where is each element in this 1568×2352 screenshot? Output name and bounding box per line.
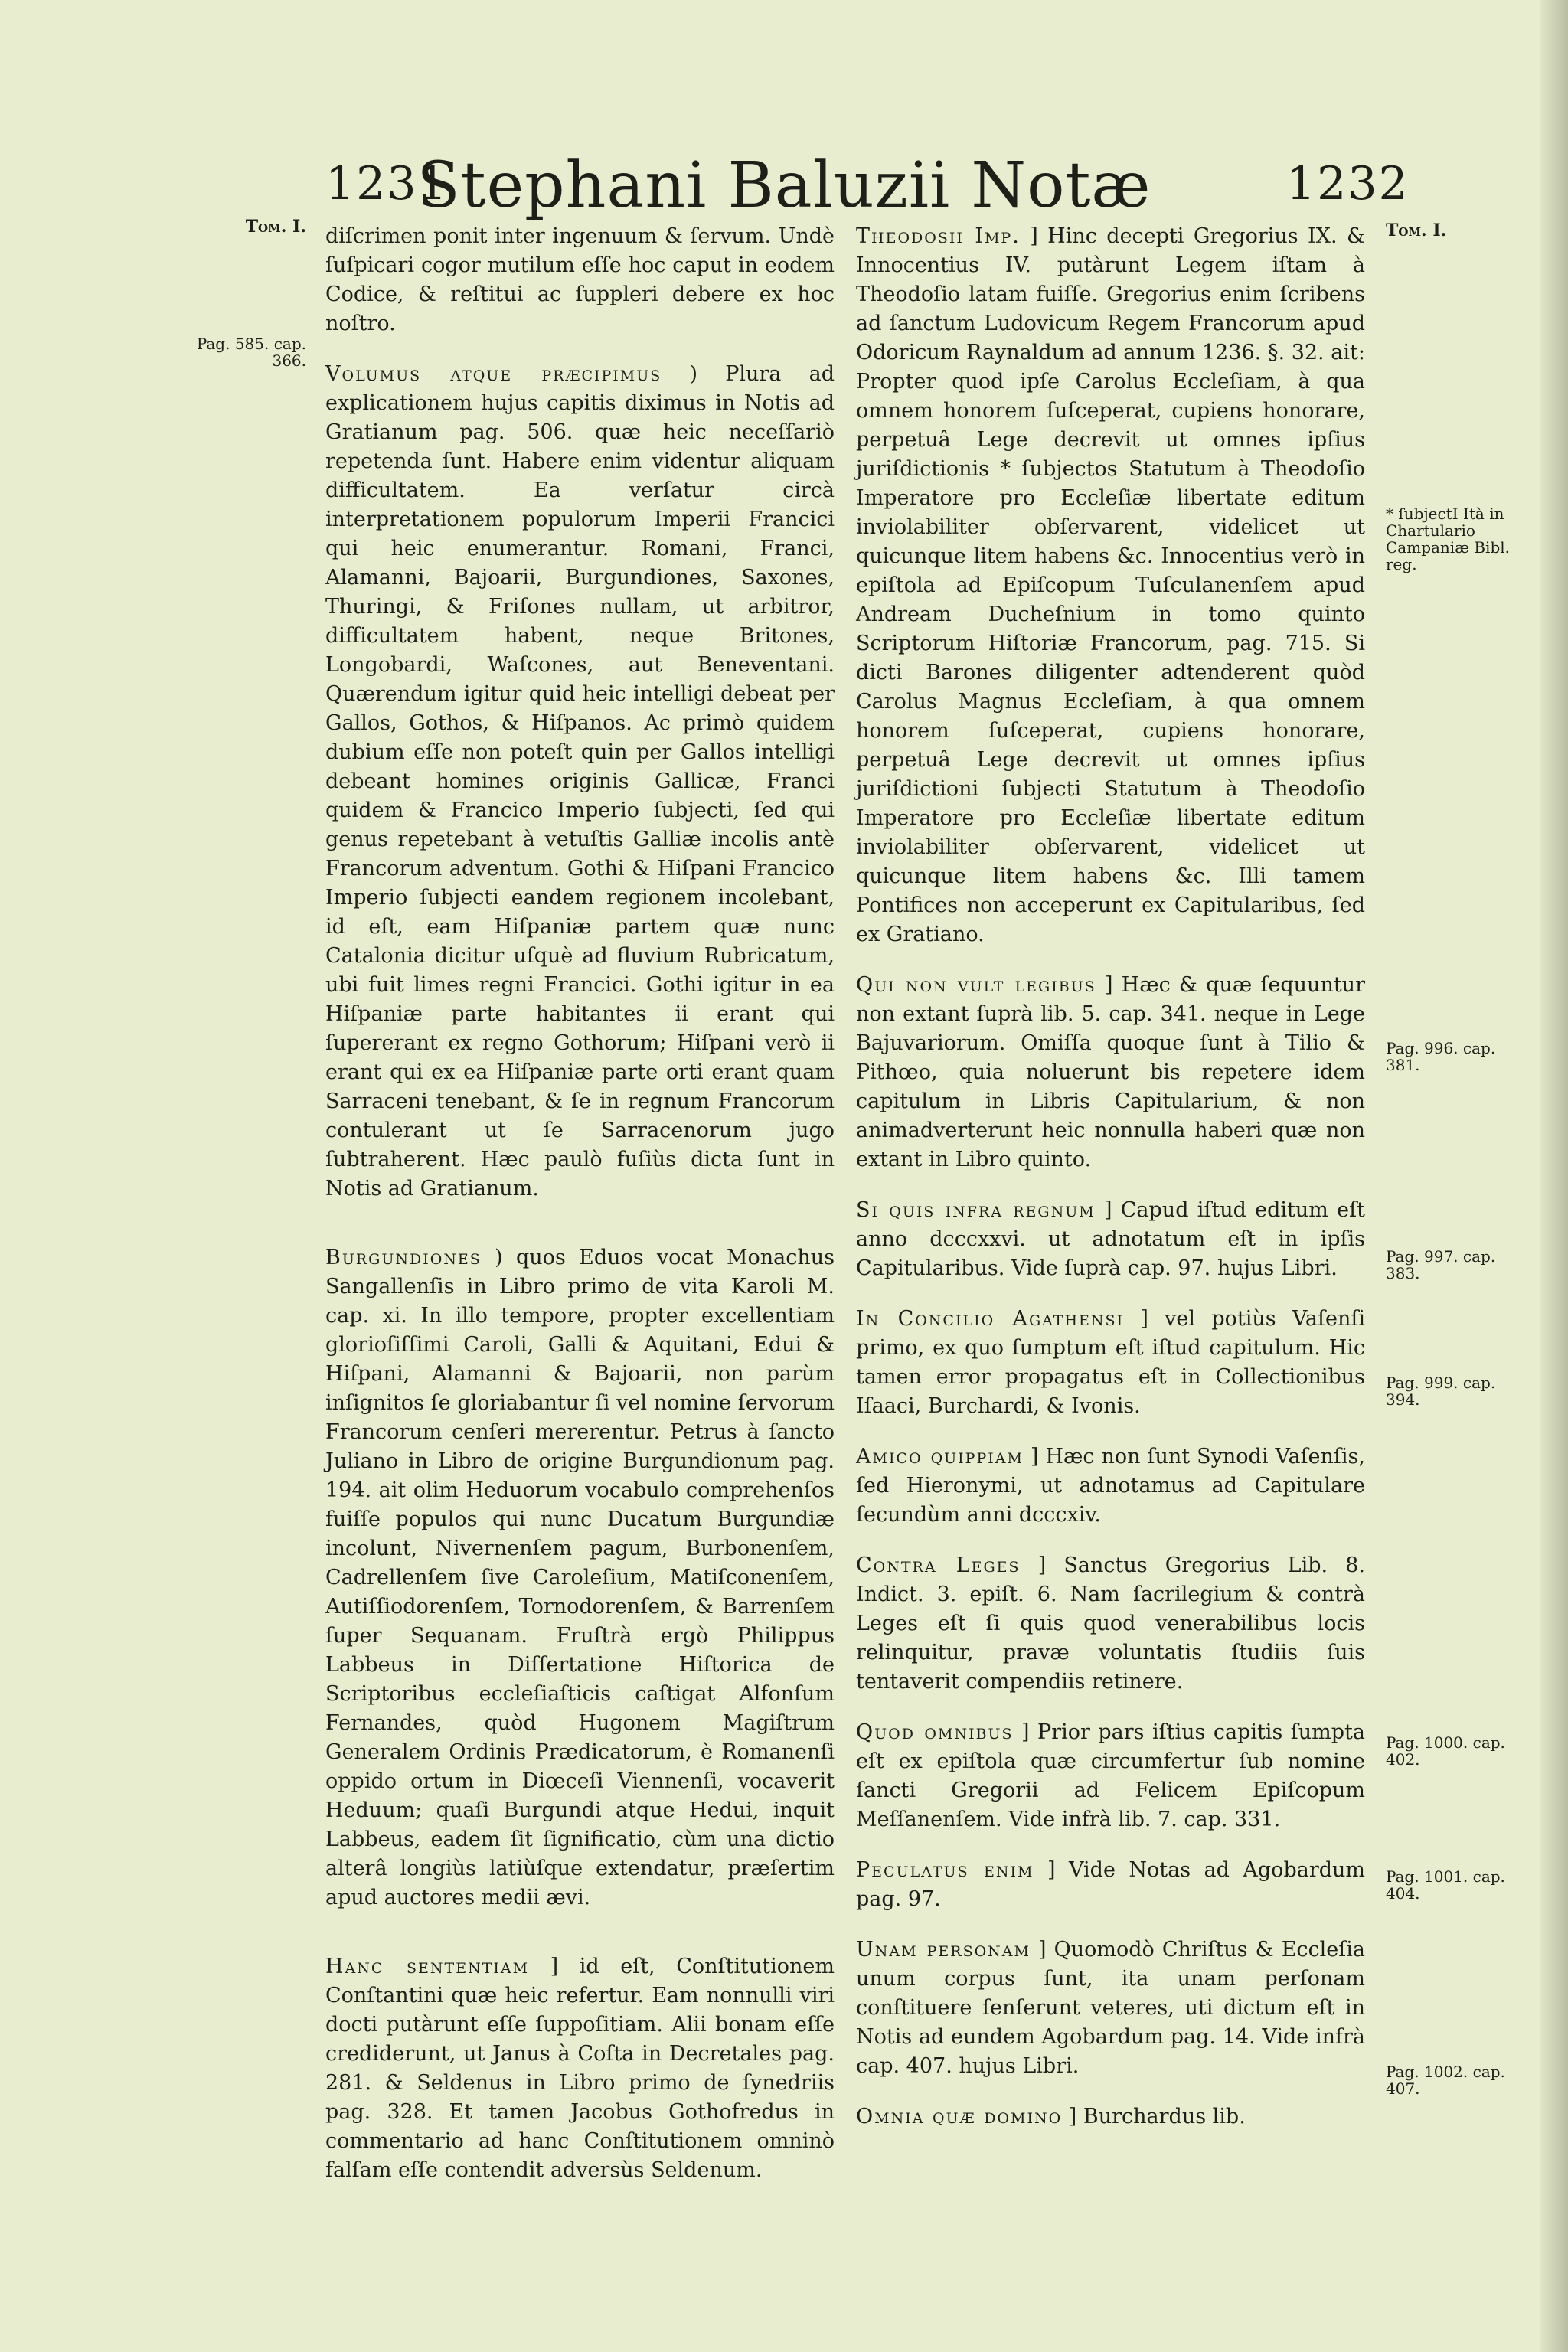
paragraph [856,1856,1365,1914]
right-margin-note [1386,222,1524,239]
margin-reference: Pag. 996. cap. 381. [1386,1039,1496,1074]
paragraph [325,222,835,338]
paragraph [856,971,1365,1174]
paragraph-text: ] vel potiùs Vaſenſi primo, ex quo ſumptum eſt iſtud capitulum. Hic tamen error propagatus eſt in Collectionibus Iſaaci, Burchardi, & Ivonis. [856,1307,1365,1418]
left-text-column [325,222,835,2207]
paragraph [856,2102,1365,2132]
right-margin-note [1386,1040,1524,1073]
paragraph [856,1305,1365,1421]
paragraph-text: ) quos Eduos vocat Monachus Sangallenſis in Libro primo de vita Karoli M. cap. xi. In illo tempore, propter excellentiam glorioſiſſimi Caroli, Galli & Aquitani, Edui & Hiſpani, Alamanni & Bajoarii, non parùm inſignitos ſe gloriabantur ſi vel nomine ſervorum Francorum cenſeri mererentur. Petrus à ſancto Juliano in Libro de origine Burgundionum pag. 194. ait olim Heduorum vocabulo comprehenſos fuiſſe populos qui nunc Ducatum Burgundiæ incolunt, Nivernenſem pagum, Burbonenſem, Cadrellenſem ſive Caroleſium, Matiſconenſem, Autiſſiodorenſem, Tornodorenſem, & Barrenſem ſuper Sequanam. Fruſtrà ergò Philippus Labbeus in Diſſertatione Hiſtorica de Scriptoribus eccleſiaſticis caſtigat Alfonſum Fernandes, quòd Hugonem Magiſtrum Generalem Ordinis Prædicatorum, è Romanenſi oppido ortum in Diœceſi Viennenſi, vocaverit Heduum; quaſi Burgundi atque Hedui, inquit Labbeus, eadem ſit ſignificatio, cùm una dictio alterâ longiùs latiùſque extendatur, præſertim apud auctores medii ævi. [325,1246,835,1909]
paragraph [856,1442,1365,1530]
paragraph [856,1718,1365,1834]
margin-reference: Pag. 1001. cap. 404. [1386,1867,1505,1903]
paragraph [325,1243,835,1913]
left-margin-note [191,335,306,369]
paragraph [856,222,1365,949]
lemma: Theodosii Imp. [856,224,1021,248]
lemma: Quod omnibus [856,1720,1014,1744]
paragraph [856,1551,1365,1697]
lemma: Peculatus enim [856,1858,1034,1882]
margin-reference: * ſubjectI Ità in Chartulario Campaniæ Bibl. reg. [1386,505,1511,573]
right-margin-note [1386,2063,1524,2097]
right-page-number: 1232 [1286,157,1410,211]
paragraph-text: ] Hæc & quæ ſequuntur non extant ſuprà lib. 5. cap. 341. neque in Lege Bajuvariorum. Omiſſa quoque ſunt à Tilio & Pithœo, quia noluerunt bis repetere idem capitulum in Libris Capitularium, & non animadverterunt heic nonnulla haberi quæ non extant in Libro quinto. [856,973,1365,1171]
right-margin-note [1386,505,1524,573]
paragraph-text: diſcrimen ponit inter ingenuum & ſervum. Undè ſuſpicari cogor mutilum eſſe hoc caput in eodem Codice, & reſtitui ac ſuppleri debere ex hoc noſtro. [325,224,835,335]
paragraph-text: ] Hæc non ſunt Synodi Vaſenſis, ſed Hieronymi, ut adnotamus ad Capitulare ſecundùm anni dcccxiv. [856,1445,1365,1527]
page-title: Stephani Baluzii Notæ [416,149,1152,222]
lemma: Si quis infra regnum [856,1198,1096,1222]
lemma: Volumus atque præcipimus [325,362,662,386]
margin-reference: Pag. 997. cap. 383. [1386,1247,1496,1282]
margin-reference: Pag. 1002. cap. 407. [1386,2063,1505,2098]
right-margin-note [1386,1868,1524,1902]
left-margin-note [191,218,306,235]
paragraph [325,1952,835,2185]
paragraph-text: ] Capud iſtud editum eſt anno dcccxxvi. ut adnotatum eſt in ipſis Capitularibus. Vide ſuprà cap. 97. hujus Libri. [856,1198,1365,1280]
margin-reference: Pag. 585. cap. 366. [196,335,306,370]
lemma: Contra Leges [856,1553,1021,1577]
left-page-number: 1231 [325,157,449,211]
lemma: Unam personam [856,1938,1031,1962]
paragraph [325,360,835,1204]
margin-reference: Pag. 999. cap. 394. [1386,1374,1496,1409]
lemma: Omnia quæ domino [856,2105,1063,2128]
paragraph-text: ] Hinc decepti Gregorius IX. & Innocentius IV. putàrunt Legem iſtam à Theodoſio latam fuiſſe. Gregorius enim ſcribens ad ſanctum Ludovicum Regem Francorum apud Odoricum Raynaldum ad annum 1236. §. 32. ait: Propter quod ipſe Carolus Eccleſiam, à qua omnem honorem ſuſceperat, cupiens honorare, perpetuâ Lege decrevit ut omnes ipſius juriſdictionis * ſubjectos Statutum à Theodoſio Imperatore pro Eccleſiæ libertate editum inviolabiliter obſervarent, videlicet ut quicunque litem habens &c. Innocentius verò in epiſtola ad Epiſcopum Tuſculanenſem apud Andream Ducheſnium in tomo quinto Scriptorum Hiſtoriæ Francorum, pag. 715. Si dicti Barones diligenter adtenderent quòd Carolus Magnus Eccleſiam, à qua omnem honorem ſuſceperat, cupiens honorare, perpetuâ Lege decrevit ut omnes ipſius juriſdictioni ſubjecti Statutum à Theodoſio Imperatore pro Eccleſiæ libertate editum inviolabiliter obſervarent, videlicet ut quicunque litem habens &c. Illi tamem Pontifices non acceperunt ex Capitularibus, ſed ex Gratiano. [856,224,1365,946]
right-text-column [856,222,1365,2153]
margin-tom-label: Tom. I. [245,217,306,237]
margin-tom-label: Tom. I. [1386,220,1447,240]
lemma: In Concilio Agathensi [856,1307,1125,1331]
paragraph-text: ] Quomodò Chriſtus & Eccleſia unum corpus ſunt, ita unam perſonam conſtituere ſenſerunt veteres, uti dictum eſt in Notis ad eundem Agobardum pag. 14. Vide infrà cap. 407. hujus Libri. [856,1938,1365,2078]
lemma: Burgundiones [325,1246,482,1269]
right-margin-note [1386,1734,1524,1768]
page-edge-shadow [1540,0,1568,2352]
paragraph-text: ) Plura ad explicationem hujus capitis diximus in Notis ad Gratianum pag. 506. quæ heic neceſſariò repetenda ſunt. Habere enim videntur aliquam difficultatem. Ea verſatur circà interpretationem populorum Imperii Francici qui heic enumerantur. Romani, Franci, Alamanni, Bajoarii, Burgundiones, Saxones, Thuringi, & Friſones nullam, ut arbitror, difficultatem habent, neque Britones, Longobardi, Waſcones, aut Beneventani. Quærendum igitur quid heic intelligi debeat per Gallos, Gothos, & Hiſpanos. Ac primò quidem dubium eſſe non poteſt quin per Gallos intelligi debeant homines originis Gallicæ, Franci quidem & Francico Imperio ſubjecti, ſed qui genus repetebant à vetuſtis Galliæ incolis antè Francorum adventum. Gothi & Hiſpani Francico Imperio ſubjecti eandem regionem incolebant, id eſt, eam Hiſpaniæ partem quæ nunc Catalonia dicitur uſquè ad fluvium Rubricatum, ubi fuit limes regni Francici. Gothi igitur in ea Hiſpaniæ parte habitantes ii erant qui ſupererant ex regno Gothorum; Hiſpani verò ii erant qui ex ea Hiſpaniæ parte orti erant quam Sarraceni tenebant, & ſe in regnum Francorum contulerant ut ſe Sarracenorum jugo ſubtraherent. Hæc paulò fuſiùs dicta ſunt in Notis ad Gratianum. [325,362,835,1200]
lemma: Amico quippiam [856,1445,1024,1468]
margin-reference: Pag. 1000. cap. 402. [1386,1733,1505,1769]
paragraph-text: ] id eſt, Conſtitutionem Conſtantini quæ heic refertur. Eam nonnulli viri docti putàrunt eſſe ſuppoſitiam. Alii bonam eſſe crediderunt, ut Janus à Coſta in Decretales pag. 281. & Seldenus in Libro primo de ſynedriis pag. 328. Et tamen Jacobus Gothofredus in commentario ad hanc Conſtitutionem omninò falſam eſſe contendit adversùs Seldenum. [325,1955,835,2182]
paragraph [856,1936,1365,2081]
paragraph [856,1196,1365,1283]
paragraph-text: ] Burchardus lib. [1068,2105,1246,2128]
right-margin-note [1386,1248,1524,1282]
lemma: Qui non vult legibus [856,973,1096,997]
paragraph-text: ] Prior pars iſtius capitis ſumpta eſt ex epiſtola quæ circumfertur ſub nomine ſancti Gregorii ad Felicem Epiſcopum Meſſanenſem. Vide infrà lib. 7. cap. 331. [856,1720,1365,1831]
right-margin-note [1386,1374,1524,1408]
lemma: Hanc sententiam [325,1955,530,1978]
paragraph-text: ] Sanctus Gregorius Lib. 8. Indict. 3. epiſt. 6. Nam ſacrilegium & contrà Leges eſt ſi quis quod venerabilibus locis relinquitur, pravæ voluntatis ſtudiis ſuis tentaverit compendiis retinere. [856,1553,1365,1694]
paragraph-text: ] Vide Notas ad Agobardum pag. 97. [856,1858,1366,1911]
